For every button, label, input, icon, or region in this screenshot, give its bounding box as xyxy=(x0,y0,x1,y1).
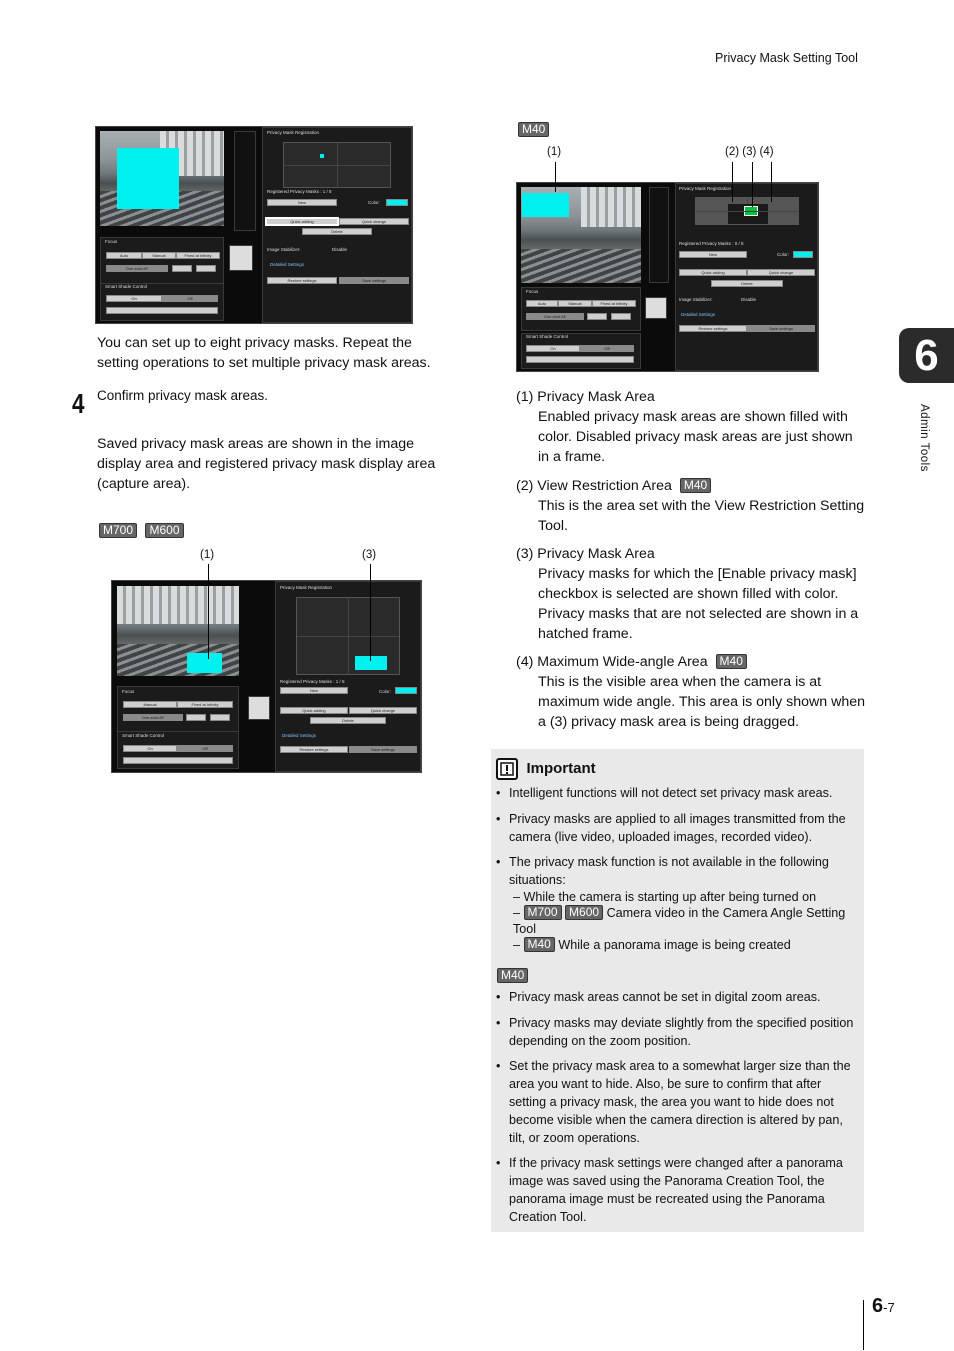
capture-area xyxy=(283,142,391,188)
chapter-tab: 6 xyxy=(899,328,954,383)
badge-m600: M600 xyxy=(145,523,183,538)
item-4: (4) Maximum Wide-angle Area M40 This is the visible area when the camera is at maximum wide angle. This area is only shown when a (3) privacy mask area is being dragged. xyxy=(516,654,865,730)
important-icon xyxy=(496,758,518,780)
intro-text: You can set up to eight privacy masks. Repeat the setting operations to set multiple privacy mask areas. xyxy=(97,335,431,371)
screenshot-top-left: Focus Auto Manual Fixed at Infinity One-shot AF Smart Shade Control On Off Privacy Mask Registration Registered Privacy Masks : 1 / 8 New Color: Quick adding Quick change Delete Image Stabilizer: Disable Detailed Settings Restore settings Save settings xyxy=(95,126,413,324)
step-description: Saved privacy mask areas are shown in the image display area and registered privacy mask display area (capture area). xyxy=(97,436,436,492)
callout-1: (1) xyxy=(200,549,215,561)
running-header: Privacy Mask Setting Tool xyxy=(715,51,858,65)
privacy-mask-area[interactable] xyxy=(187,653,222,673)
item-2: (2) View Restriction Area M40 This is the area set with the View Restriction Setting Tool. xyxy=(516,478,865,534)
callout-m40-234: (2) (3) (4) xyxy=(725,146,774,158)
chapter-side-label: Admin Tools xyxy=(918,404,930,472)
page-number: 6-7 xyxy=(872,1295,895,1317)
screenshot-m40: Focus Auto Manual Fixed at Infinity One-shot AF Smart Shade Control On Off Privacy Mask Registration Registered Privacy Masks : 0 / 8 New Color: Quick adding Quick change Delete Image Stabilizer: Disable Detailed Settings Restore settings Save settings xyxy=(516,182,819,372)
important-box: Important • Intelligent functions will not detect set privacy mask areas. • Privacy masks are applied to all images transmitted from the camera (live video, uploaded images, recorded video). • The privacy mask function is not available in the following situations: – While the camera is starting up after being turned on – M700 M600 Camera video in the Camera Angle Setting Tool – M40 While a panorama image is being created M40 • Privacy mask areas cannot be set in digital zoom areas. • Privacy masks may deviate slightly from the specified position depending on the zoom position. • Set the privacy mask area to a somewhat larger size than the area you want to hide. Also, be sure to confirm that after setting a privacy mask, the area you want to hide does not become visible when the camera direction is altered by pan, tilt, or zoom operations. • If the privacy mask settings were changed after a panorama image was saved using the Panorama Creation Tool, the panorama image must be recreated using the Panorama Creation Tool. xyxy=(491,749,864,1232)
item-1: (1) Privacy Mask Area Enabled privacy mask areas are shown filled with color. Disabled privacy mask areas are just shown in a frame. xyxy=(516,389,853,465)
view-restriction-area xyxy=(695,197,799,225)
badge-m40: M40 xyxy=(518,122,549,137)
quick-adding-button[interactable]: Quick adding xyxy=(266,218,338,225)
step-title: Confirm privacy mask areas. xyxy=(97,388,269,403)
important-title: Important xyxy=(526,760,596,778)
privacy-mask-area[interactable] xyxy=(522,193,569,217)
step-number: 4 xyxy=(72,388,85,419)
badge-m700: M700 xyxy=(99,523,137,538)
capture-area xyxy=(296,597,400,675)
privacy-mask-area[interactable] xyxy=(117,148,179,209)
item-3: (3) Privacy Mask Area Privacy masks for which the [Enable privacy mask] checkbox is selected are shown filled with color. Privacy masks that are not selected are shown in a hatched frame. xyxy=(516,546,859,642)
badge-m40-important: M40 xyxy=(497,968,528,983)
callout-3: (3) xyxy=(362,549,377,561)
callout-m40-1: (1) xyxy=(547,146,562,158)
model-badges xyxy=(99,522,184,540)
screenshot-m700-m600: Focus Manual Fixed at Infinity One-shot AF Smart Shade Control On Off Privacy Mask Registration Registered Privacy Masks : 1 / 8 New Color: Quick adding Quick change Delete Detailed Settings Restore settings Save settings xyxy=(111,580,422,773)
